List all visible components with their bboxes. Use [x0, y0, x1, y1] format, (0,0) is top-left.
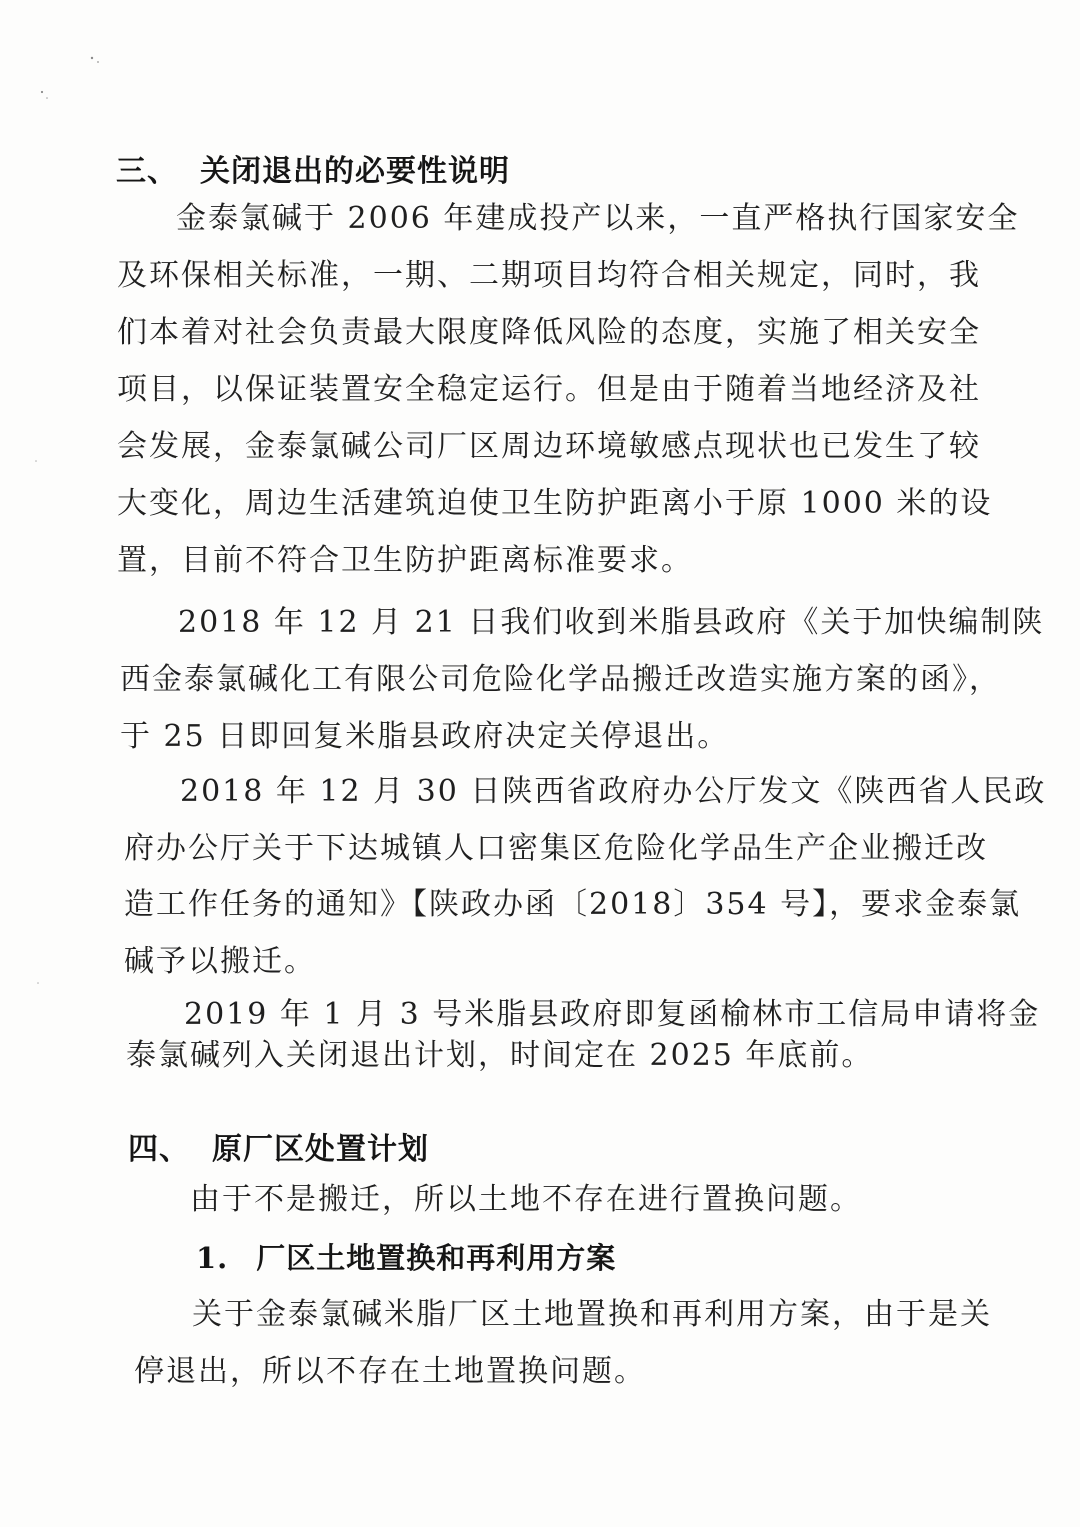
- paragraph-2-line: 于 25 日即回复米脂县政府决定关停退出。: [120, 719, 730, 754]
- subsection-1-line: 停退出，所以不存在土地置换问题。: [134, 1354, 646, 1389]
- scan-speck: [91, 57, 93, 59]
- section-3-heading: [116, 146, 510, 190]
- subsection-1-line: 关于金泰氯碱米脂厂区土地置换和再利用方案，由于是关: [192, 1297, 992, 1332]
- paragraph-3-line: 府办公厅关于下达城镇人口密集区危险化学品生产企业搬迁改: [124, 831, 988, 866]
- paragraph-1-line: 们本着对社会负责最大限度降低风险的态度，实施了相关安全: [117, 315, 981, 350]
- scan-speck: [41, 91, 43, 93]
- paragraph-2-line: 西金泰氯碱化工有限公司危险化学品搬迁改造实施方案的函》，: [120, 662, 1001, 697]
- paragraph-1-line: 项目，以保证装置安全稳定运行。但是由于随着当地经济及社: [117, 372, 981, 407]
- subsection-1-number: 1.: [196, 1241, 229, 1275]
- section-4-heading: [128, 1124, 429, 1168]
- paragraph-1-line: 会发展，金泰氯碱公司厂区周边环境敏感点现状也已发生了较: [117, 429, 981, 464]
- section-3-number: 三、: [116, 154, 178, 189]
- scan-speck: [97, 61, 99, 63]
- scan-speck: [35, 460, 37, 462]
- paragraph-3-line: 2018 年 12 月 30 日陕西省政府办公厅发文《陕西省人民政: [180, 774, 1047, 809]
- section-4-title: 原厂区处置计划: [212, 1132, 429, 1167]
- paragraph-4-line: 泰氯碱列入关闭退出计划，时间定在 2025 年底前。: [126, 1038, 874, 1073]
- paragraph-1-line: 置，目前不符合卫生防护距离标准要求。: [117, 543, 693, 578]
- subsection-1-title: 厂区土地置换和再利用方案: [256, 1241, 617, 1275]
- paragraph-3-line: 碱予以搬迁。: [124, 944, 316, 979]
- paragraph-4-line: 2019 年 1 月 3 号米脂县政府即复函榆林市工信局申请将金: [184, 997, 1041, 1032]
- paragraph-1-line: 金泰氯碱于 2006 年建成投产以来，一直严格执行国家安全: [176, 201, 1020, 236]
- subsection-1-heading: [196, 1236, 616, 1277]
- section-4-number: 四、: [128, 1132, 190, 1167]
- paragraph-2-line: 2018 年 12 月 21 日我们收到米脂县政府《关于加快编制陕: [178, 605, 1045, 640]
- scan-speck: [46, 97, 48, 99]
- paragraph-1-line: 大变化，周边生活建筑迫使卫生防护距离小于原 1000 米的设: [117, 486, 993, 521]
- section-3-title: 关闭退出的必要性说明: [200, 154, 510, 189]
- paragraph-3-line: 造工作任务的通知》【陕政办函〔2018〕354 号】，要求金泰氯: [124, 887, 1022, 922]
- paragraph-1-line: 及环保相关标准，一期、二期项目均符合相关规定，同时，我: [117, 258, 981, 293]
- scan-speck: [37, 982, 39, 984]
- section-4-intro: 由于不是搬迁，所以土地不存在进行置换问题。: [190, 1182, 862, 1217]
